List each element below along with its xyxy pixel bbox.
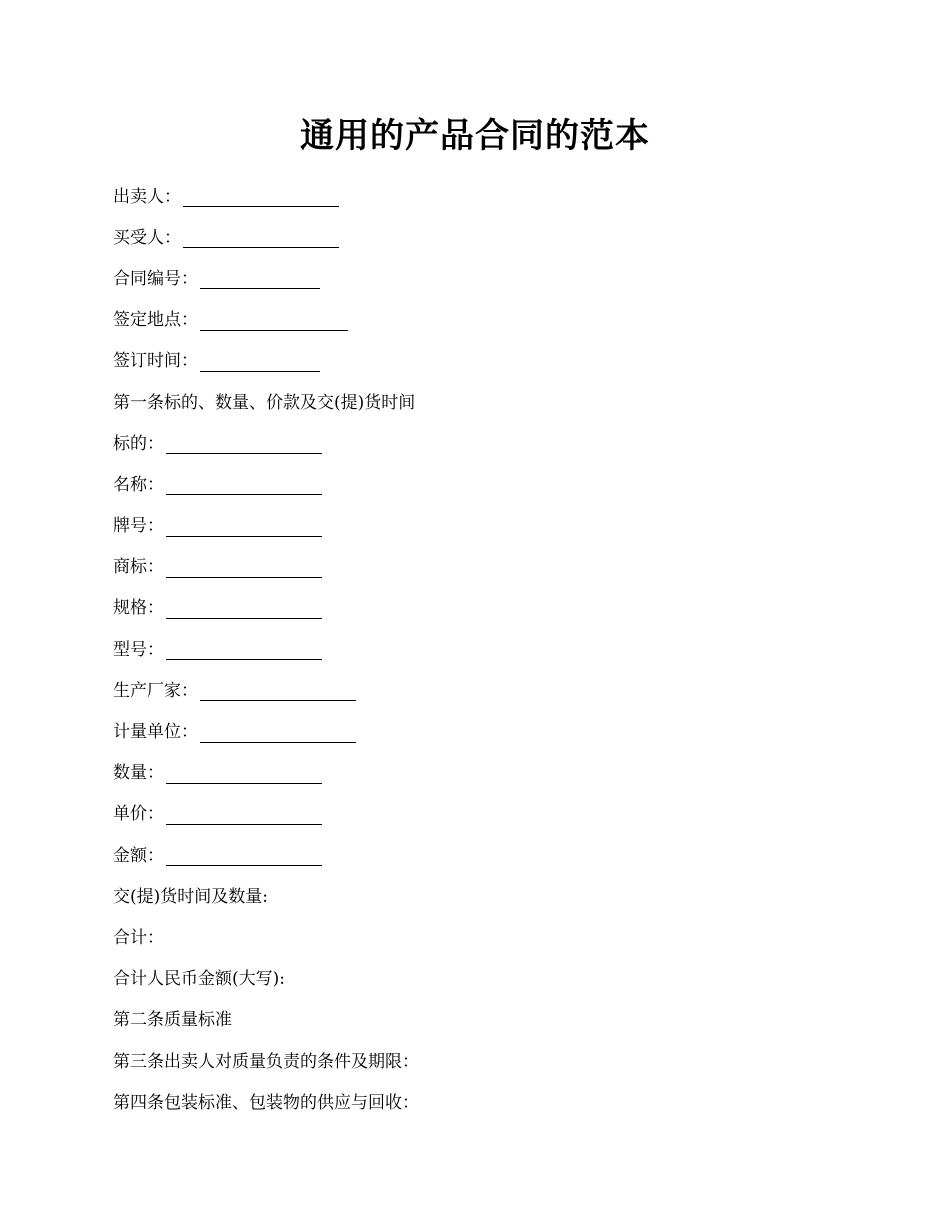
- field-signing-time: [113, 341, 873, 382]
- fill-blank[interactable]: [166, 520, 322, 537]
- field-label: 签订时间：: [113, 351, 198, 372]
- fill-blank[interactable]: [166, 849, 322, 866]
- field-label: 出卖人：: [113, 186, 181, 207]
- field-label: 金额：: [113, 845, 164, 866]
- fill-blank[interactable]: [166, 767, 322, 784]
- clause-2-heading: [113, 1000, 873, 1041]
- field-label: 生产厂家：: [113, 680, 198, 701]
- fill-blank[interactable]: [200, 684, 356, 701]
- fill-blank[interactable]: [200, 355, 320, 372]
- delivery-time-quantity: [113, 876, 873, 917]
- clause-text: 第二条质量标准: [113, 1010, 232, 1031]
- clause-text: 交(提)货时间及数量:: [113, 886, 268, 907]
- fill-blank[interactable]: [166, 561, 322, 578]
- fill-blank[interactable]: [166, 808, 322, 825]
- field-unit-price: [113, 794, 873, 835]
- field-contract-number: [113, 258, 873, 299]
- fill-blank[interactable]: [200, 272, 320, 289]
- clause-text: 合计人民币金额(大写):: [113, 969, 285, 990]
- field-label: 牌号：: [113, 516, 164, 537]
- clause-3-heading: [113, 1041, 873, 1082]
- fill-blank[interactable]: [200, 314, 348, 331]
- field-buyer: [113, 217, 873, 258]
- field-signing-place: [113, 300, 873, 341]
- field-amount: [113, 835, 873, 876]
- field-label: 型号：: [113, 639, 164, 660]
- fill-blank[interactable]: [166, 643, 322, 660]
- field-label: 合同编号：: [113, 268, 198, 289]
- field-label: 名称：: [113, 474, 164, 495]
- fill-blank[interactable]: [200, 726, 356, 743]
- clause-1-heading: [113, 382, 873, 423]
- field-label: 买受人：: [113, 227, 181, 248]
- field-trademark: [113, 547, 873, 588]
- field-label: 商标：: [113, 557, 164, 578]
- field-unit: [113, 711, 873, 752]
- field-label: 标的：: [113, 433, 164, 454]
- field-label: 数量：: [113, 763, 164, 784]
- fill-blank[interactable]: [183, 190, 339, 207]
- total-rmb-amount: [113, 959, 873, 1000]
- contract-lines: [113, 176, 873, 1123]
- field-label: 单价：: [113, 804, 164, 825]
- field-manufacturer: [113, 670, 873, 711]
- clause-text: 第三条出卖人对质量负责的条件及期限：: [113, 1051, 419, 1072]
- field-label: 计量单位：: [113, 722, 198, 743]
- fill-blank[interactable]: [166, 437, 322, 454]
- fill-blank[interactable]: [166, 602, 322, 619]
- fill-blank[interactable]: [183, 231, 339, 248]
- clause-text: 合计：: [113, 927, 164, 948]
- field-name: [113, 464, 873, 505]
- clause-4-heading: [113, 1082, 873, 1123]
- field-subject: [113, 423, 873, 464]
- fill-blank[interactable]: [166, 478, 322, 495]
- field-specification: [113, 588, 873, 629]
- field-label: 签定地点：: [113, 310, 198, 331]
- total: [113, 917, 873, 958]
- field-label: 规格：: [113, 598, 164, 619]
- field-model: [113, 629, 873, 670]
- clause-text: 第一条标的、数量、价款及交(提)货时间: [113, 392, 416, 413]
- clause-text: 第四条包装标准、包装物的供应与回收：: [113, 1092, 419, 1113]
- field-quantity: [113, 753, 873, 794]
- field-seller: [113, 176, 873, 217]
- field-brand-number: [113, 506, 873, 547]
- document-title: 通用的产品合同的范本: [300, 116, 650, 156]
